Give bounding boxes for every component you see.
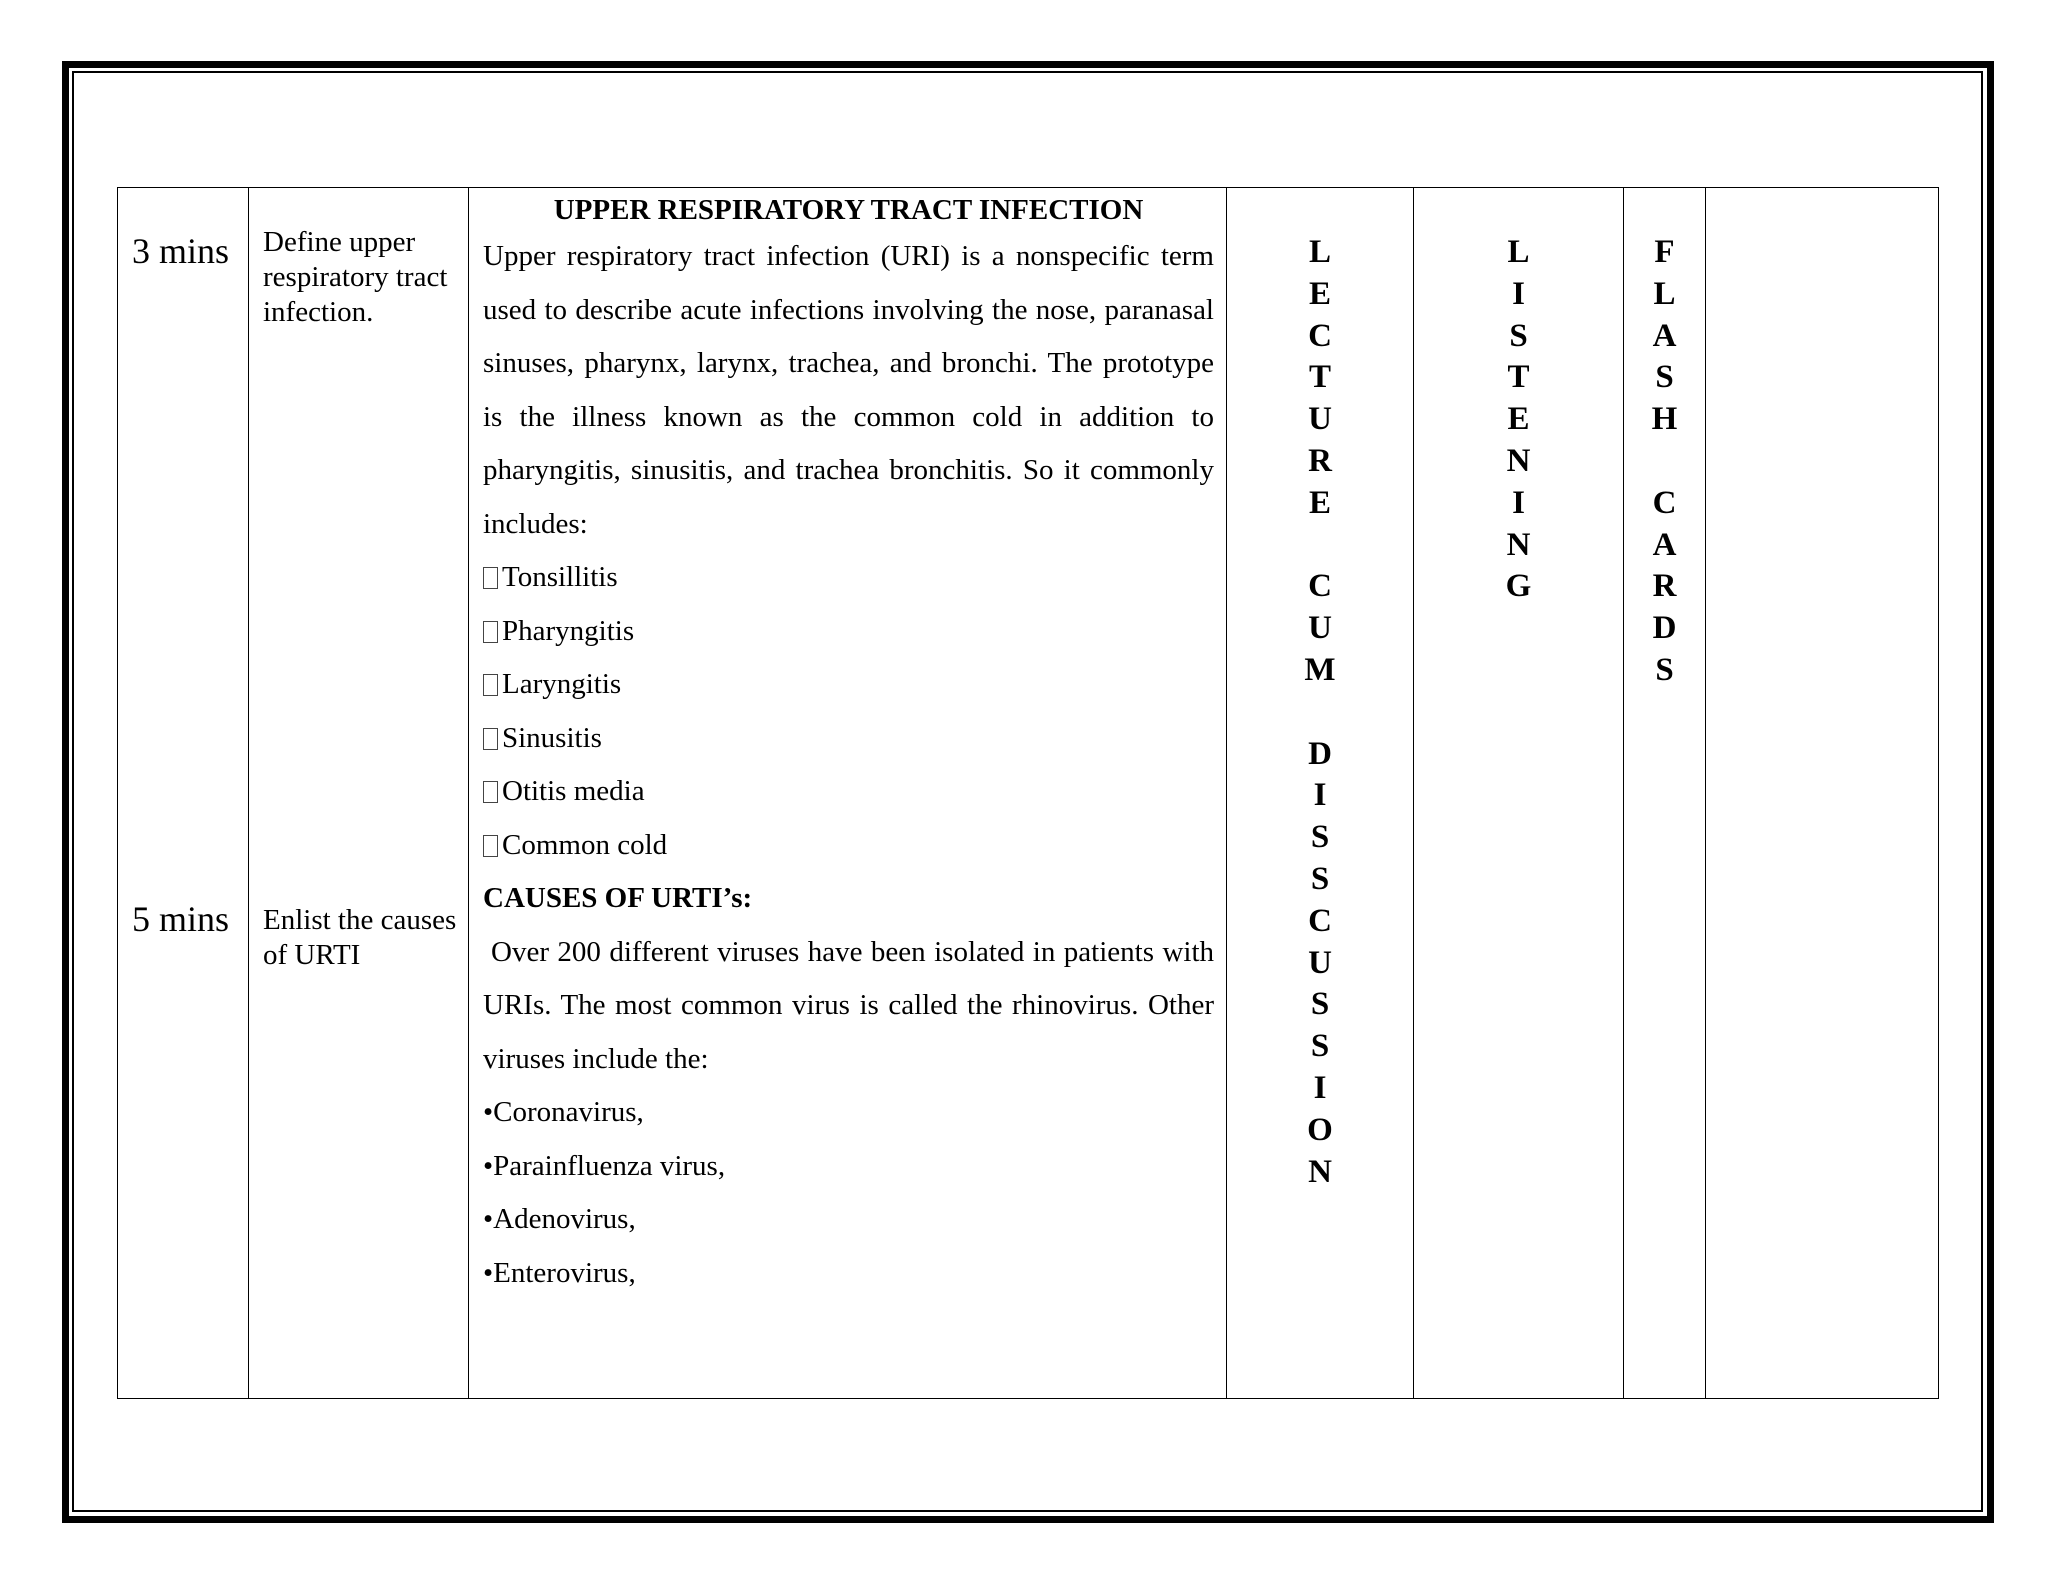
time-cell-1: 3 mins — [132, 231, 230, 271]
vertical-letter: D — [1652, 610, 1677, 647]
vertical-letter: S — [1310, 860, 1330, 897]
vertical-letter: E — [1507, 401, 1530, 438]
vertical-letter: C — [1308, 568, 1332, 605]
vertical-letter: S — [1310, 819, 1330, 856]
lesson-plan-table — [117, 187, 1939, 1399]
vertical-letter: R — [1652, 568, 1677, 605]
vertical-letter: L — [1653, 275, 1676, 312]
vertical-letter: H — [1651, 401, 1678, 438]
vertical-letter: E — [1308, 484, 1331, 521]
vertical-letter: C — [1652, 484, 1677, 521]
causes-paragraph: Over 200 different viruses have been isolated in patients with URIs. The most common virus is called the rhinovirus. Other viruses include the: — [483, 935, 1214, 1075]
viruses-list — [483, 1086, 1214, 1300]
vertical-letter: N — [1506, 442, 1531, 479]
vertical-letter: M — [1304, 651, 1336, 688]
list-item: Laryngitis — [483, 658, 1214, 712]
vertical-letter: S — [1310, 1028, 1330, 1065]
vertical-letter: I — [1313, 1069, 1327, 1106]
vertical-letter: S — [1509, 317, 1528, 354]
missing-glyph-box — [483, 674, 498, 696]
vertical-letter: S — [1655, 359, 1674, 396]
missing-glyph-box — [483, 728, 498, 750]
vertical-letter: L — [1507, 234, 1530, 270]
time-cell-2: 5 mins — [132, 899, 230, 939]
vertical-letter: R — [1308, 442, 1332, 479]
vertical-letter: T — [1507, 359, 1530, 396]
vertical-letter: G — [1505, 568, 1532, 605]
vertical-letter: U — [1308, 610, 1332, 647]
list-item: Pharyngitis — [483, 605, 1214, 659]
vertical-letter — [1624, 441, 1705, 483]
vertical-letter: N — [1506, 526, 1531, 563]
vertical-letter: A — [1652, 317, 1677, 354]
list-item: Sinusitis — [483, 712, 1214, 766]
vertical-text-method — [1227, 232, 1413, 1193]
vertical-letter: C — [1308, 317, 1332, 354]
objective-cell-1: Define upper respiratory tract infection. — [263, 226, 448, 328]
includes-list — [483, 551, 1214, 872]
content-cell — [483, 188, 1214, 1300]
evaluation-column — [1706, 188, 1940, 1398]
content-column — [469, 188, 1227, 1398]
missing-glyph-box — [483, 781, 498, 803]
list-item: •Enterovirus, — [483, 1256, 636, 1289]
teaching-method-column — [1227, 188, 1414, 1398]
vertical-letter: L — [1308, 234, 1331, 270]
list-item: Tonsillitis — [483, 551, 1214, 605]
list-item: Otitis media — [483, 765, 1214, 819]
vertical-letter: S — [1310, 986, 1330, 1023]
vertical-letter: O — [1307, 1111, 1333, 1148]
vertical-letter: D — [1308, 735, 1332, 772]
missing-glyph-box — [483, 567, 498, 589]
vertical-letter: U — [1308, 944, 1332, 981]
vertical-letter: I — [1512, 484, 1525, 521]
missing-glyph-box — [483, 835, 498, 857]
list-item: •Adenovirus, — [483, 1203, 636, 1235]
objective-cell-2: Enlist the causes of URTI — [263, 904, 457, 971]
learning-activity-column — [1414, 188, 1624, 1398]
vertical-letter: E — [1308, 275, 1331, 312]
vertical-letter: F — [1654, 234, 1675, 270]
vertical-letter: N — [1308, 1153, 1332, 1190]
causes-heading: CAUSES OF URTI’s: — [483, 882, 753, 914]
vertical-letter: S — [1655, 651, 1674, 688]
objective-column — [249, 188, 469, 1398]
missing-glyph-box — [483, 621, 498, 643]
vertical-letter: T — [1308, 359, 1331, 396]
vertical-letter — [1227, 525, 1413, 567]
vertical-letter: I — [1512, 275, 1525, 312]
av-aids-column — [1624, 188, 1706, 1398]
list-item: •Parainfluenza virus, — [483, 1149, 726, 1182]
vertical-text-av-aids — [1624, 232, 1705, 692]
vertical-letter: A — [1652, 526, 1677, 563]
vertical-letter: C — [1308, 902, 1332, 939]
time-column — [118, 188, 249, 1398]
list-item: Common cold — [483, 819, 1214, 873]
vertical-letter: U — [1308, 401, 1332, 438]
list-item: •Coronavirus, — [483, 1096, 644, 1128]
vertical-letter: I — [1313, 777, 1327, 814]
vertical-text-activity — [1414, 232, 1623, 608]
content-heading: UPPER RESPIRATORY TRACT INFECTION — [553, 194, 1144, 226]
intro-paragraph: Upper respiratory tract infection (URI) is a nonspecific term used to describe acute infections involving the nose, paranasal sinuses, pharynx, larynx, trachea, and bronchi. The prototype is the illness known as the common cold in addition to pharyngitis, sinusitis, and trachea bronchitis. So it commonly includes: — [483, 240, 1214, 540]
vertical-letter — [1227, 692, 1413, 734]
